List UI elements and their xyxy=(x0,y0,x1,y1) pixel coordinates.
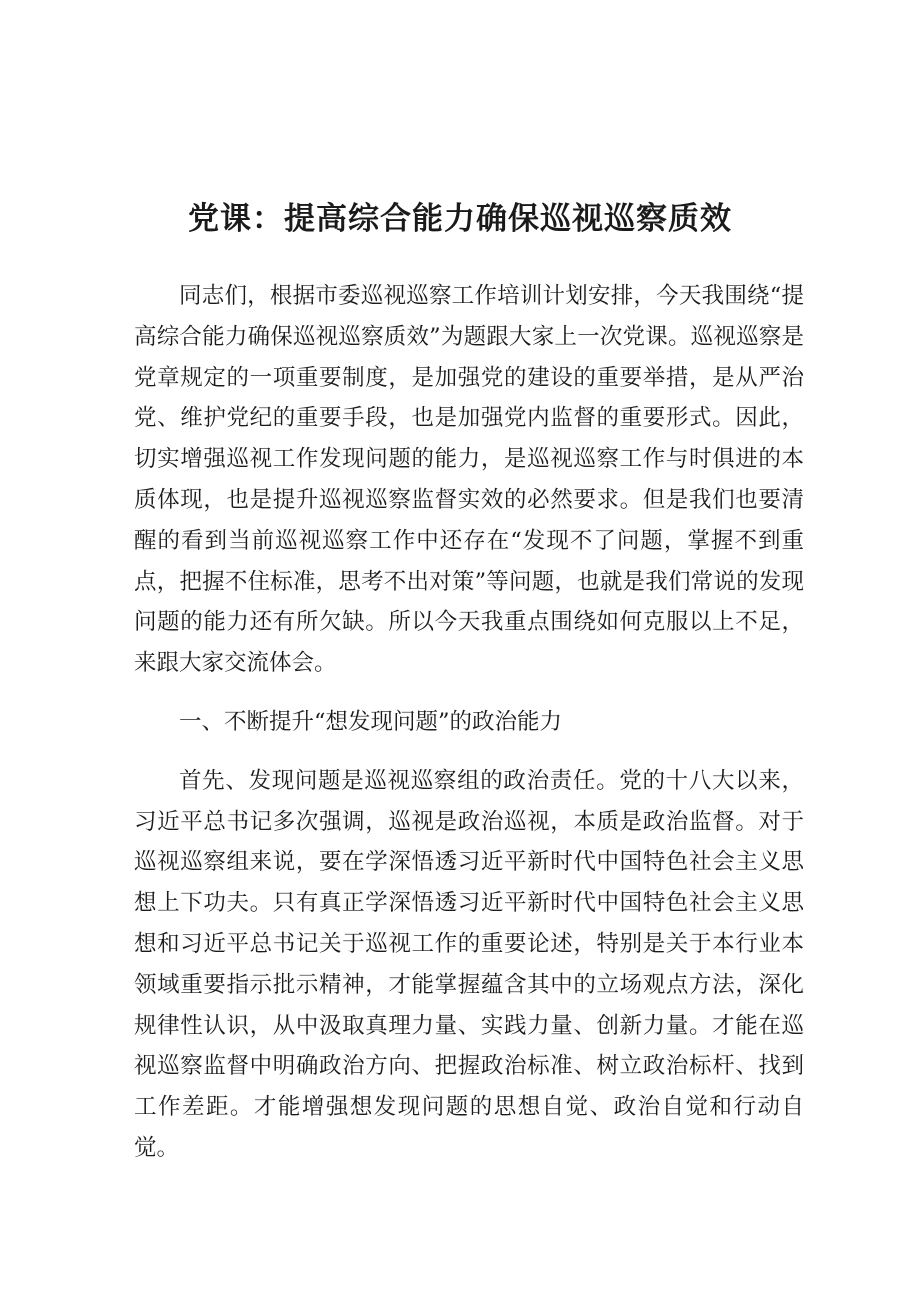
document-body xyxy=(134,276,804,1169)
intro-paragraph: 同志们，根据市委巡视巡察工作培训计划安排，今天我围绕“提高综合能力确保巡视巡察质效”为题跟大家上一次党课。巡视巡察是党章规定的一项重要制度，是加强党的建设的重要举措，是从严治党、维护党纪的重要手段，也是加强党内监督的重要形式。因此，切实增强巡视工作发现问题的能力，是巡视巡察工作与时俱进的本质体现，也是提升巡视巡察监督实效的必然要求。但是我们也要清醒的看到当前巡视巡察工作中还存在“发现不了问题，掌握不到重点，把握不住标准，思考不出对策”等问题，也就是我们常说的发现问题的能力还有所欠缺。所以今天我重点围绕如何克服以上不足，来跟大家交流体会。 xyxy=(134,283,804,677)
section-heading: 一、不断提升“想发现问题”的政治能力 xyxy=(179,708,563,735)
body-paragraph: 首先、发现问题是巡视巡察组的政治责任。党的十八大以来，习近平总书记多次强调，巡视是政治巡视，本质是政治监督。对于巡视巡察组来说，要在学深悟透习近平新时代中国特色社会主义思想上下功夫。只有真正学深悟透习近平新时代中国特色社会主义思想和习近平总书记关于巡视工作的重要论述，特别是关于本行业本领域重要指示批示精神，才能掌握蕴含其中的立场观点方法，深化规律性认识，从中汲取真理力量、实践力量、创新力量。才能在巡视巡察监督中明确政治方向、把握政治标准、树立政治标杆、找到工作差距。才能增强想发现问题的思想自觉、政治自觉和行动自觉。 xyxy=(134,767,804,1161)
document-title: 党课：提高综合能力确保巡视巡察质效 xyxy=(188,201,732,237)
